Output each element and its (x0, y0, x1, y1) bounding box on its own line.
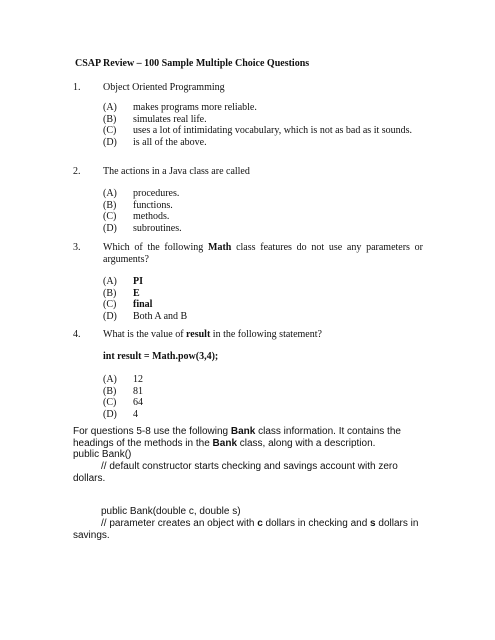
bank-constructor-params-comment: // parameter creates an object with c dollars in checking and s dollars in savings. (73, 518, 419, 541)
option-d: (D) Both A and B (103, 310, 188, 322)
options-list (103, 276, 187, 322)
options-list (103, 188, 182, 234)
question-number: 2. (73, 166, 81, 177)
question-number: 3. (73, 242, 81, 253)
option-a: (A) PI (103, 276, 143, 287)
option-a: (A) makes programs more reliable. (103, 102, 257, 113)
option-d: (D) 4 (103, 408, 138, 420)
option-b: (B) functions. (103, 199, 173, 211)
bank-constructor-params: public Bank(double c, double s) (101, 506, 241, 517)
option-a: (A) procedures. (103, 188, 180, 199)
bank-intro: For questions 5-8 use the following Bank class information. It contains the headings of the methods in the Bank class, along with a description. (73, 426, 401, 449)
question-stem: Object Oriented Programming (103, 82, 225, 93)
options-list (103, 374, 143, 420)
option-a: (A) 12 (103, 374, 143, 385)
code-statement: int result = Math.pow(3,4); (103, 351, 219, 362)
question-number: 1. (73, 82, 81, 93)
options-list (103, 102, 412, 148)
option-b: (B) 81 (103, 385, 143, 397)
page-title: CSAP Review – 100 Sample Multiple Choice Questions (75, 58, 310, 69)
option-b: (B) E (103, 287, 140, 299)
bank-constructor-default: public Bank() (73, 449, 132, 460)
option-c: (C) final (103, 299, 153, 310)
question-stem: What is the value of result in the following statement? (103, 329, 322, 340)
bank-constructor-default-comment: // default constructor starts checking and savings account with zero dollars. (73, 461, 398, 484)
option-d: (D) is all of the above. (103, 136, 207, 148)
question-number: 4. (73, 329, 81, 340)
option-c: (C) uses a lot of intimidating vocabulary, which is not as bad as it sounds. (103, 125, 413, 136)
option-c: (C) 64 (103, 397, 143, 408)
option-c: (C) methods. (103, 211, 170, 222)
option-b: (B) simulates real life. (103, 113, 207, 125)
option-d: (D) subroutines. (103, 222, 182, 234)
question-stem: The actions in a Java class are called (103, 166, 250, 177)
question-stem: Which of the following Math class features do not use any parameters or arguments? (103, 242, 424, 265)
